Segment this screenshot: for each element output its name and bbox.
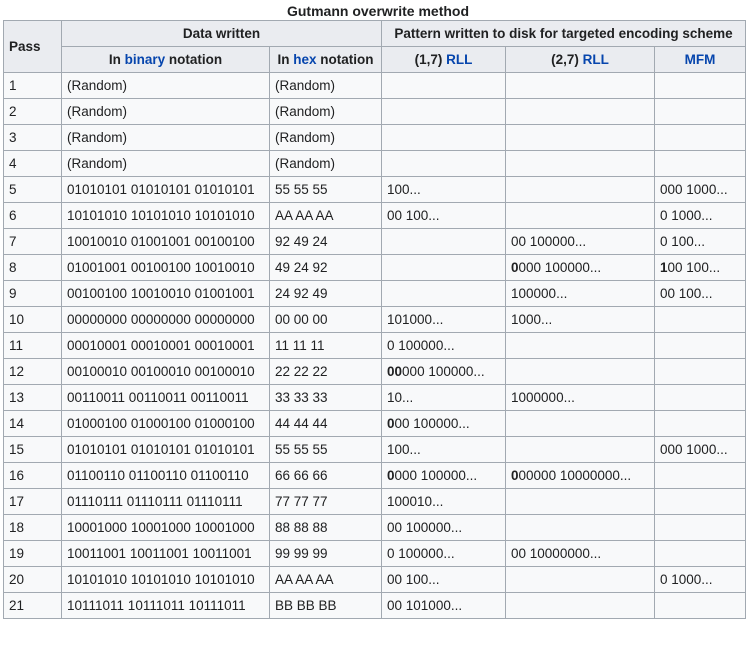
mfm-cell <box>655 593 746 619</box>
table-row <box>4 73 746 99</box>
binary-cell: 00000000 00000000 00000000 <box>62 307 270 333</box>
binary-cell: 10011001 10011001 10011001 <box>62 541 270 567</box>
mfm-pattern: 0 1000... <box>660 208 713 223</box>
pass-cell: 9 <box>4 281 62 307</box>
rll27-pattern: 00 100000... <box>511 234 587 249</box>
table-row <box>4 385 746 411</box>
rll17-pattern: 100010... <box>387 494 444 509</box>
binary-cell: (Random) <box>62 99 270 125</box>
hex-cell: 55 55 55 <box>270 437 382 463</box>
mfm-cell <box>655 73 746 99</box>
rll27-cell <box>506 567 655 593</box>
rll17-cell <box>382 125 506 151</box>
pass-cell: 14 <box>4 411 62 437</box>
rll27-cell <box>506 177 655 203</box>
rll27-bold-prefix: 0 <box>511 260 519 275</box>
rll27-cell <box>506 151 655 177</box>
rll27-bold-prefix: 0 <box>511 468 519 483</box>
rll17-pattern: 0 100000... <box>387 546 455 561</box>
rll17-cell <box>382 489 506 515</box>
mfm-cell <box>655 463 746 489</box>
header-rll17: (1,7) RLL <box>382 47 506 73</box>
rll17-bold-prefix: 0 <box>387 468 395 483</box>
mfm-cell <box>655 515 746 541</box>
hex-cell: 00 00 00 <box>270 307 382 333</box>
rll17-cell <box>382 99 506 125</box>
pass-cell: 15 <box>4 437 62 463</box>
hex-cell: AA AA AA <box>270 567 382 593</box>
rll17-pattern: 000 100000... <box>394 468 478 483</box>
rll27-cell <box>506 593 655 619</box>
header-hex: In hex notation <box>270 47 382 73</box>
binary-cell: 10101010 10101010 10101010 <box>62 567 270 593</box>
pass-cell: 20 <box>4 567 62 593</box>
mfm-cell <box>655 385 746 411</box>
rll17-cell <box>382 333 506 359</box>
binary-cell: 01010101 01010101 01010101 <box>62 437 270 463</box>
mfm-cell <box>655 333 746 359</box>
rll27-cell <box>506 73 655 99</box>
rll27-pattern: 00 10000000... <box>511 546 602 561</box>
hex-cell: 44 44 44 <box>270 411 382 437</box>
rll17-pattern: 00 100000... <box>387 520 463 535</box>
mfm-cell <box>655 99 746 125</box>
rll27-pattern: 1000000... <box>511 390 575 405</box>
table-row <box>4 229 746 255</box>
table-row <box>4 333 746 359</box>
table-row <box>4 593 746 619</box>
rll17-pattern: 10... <box>387 390 414 405</box>
rll27-pattern: 100000... <box>511 286 568 301</box>
mfm-link[interactable]: MFM <box>684 52 716 67</box>
rll17-pattern: 00 100... <box>387 572 440 587</box>
hex-cell: 49 24 92 <box>270 255 382 281</box>
binary-link[interactable]: binary <box>124 52 166 67</box>
binary-cell: 10001000 10001000 10001000 <box>62 515 270 541</box>
mfm-pattern: 000 1000... <box>660 182 728 197</box>
mfm-pattern: 00 100... <box>667 260 721 275</box>
binary-cell: 00110011 00110011 00110011 <box>62 385 270 411</box>
rll17-cell <box>382 281 506 307</box>
rll17-cell <box>382 255 506 281</box>
mfm-cell <box>655 541 746 567</box>
rll17-cell <box>382 437 506 463</box>
rll17-cell <box>382 593 506 619</box>
table-row <box>4 359 746 385</box>
rll17-cell <box>382 151 506 177</box>
rll27-cell <box>506 463 655 489</box>
rll27-cell <box>506 307 655 333</box>
pass-cell: 13 <box>4 385 62 411</box>
mfm-cell <box>655 307 746 333</box>
mfm-cell <box>655 255 746 281</box>
binary-cell: 00100010 00100010 00100010 <box>62 359 270 385</box>
binary-cell: 00100100 10010010 01001001 <box>62 281 270 307</box>
rll17-cell <box>382 541 506 567</box>
rll17-link[interactable]: RLL <box>446 52 473 67</box>
table-row <box>4 411 746 437</box>
header-binary: In binary notation <box>62 47 270 73</box>
mfm-cell <box>655 359 746 385</box>
rll17-pattern: 000 100000... <box>402 364 485 379</box>
rll17-bold-prefix: 00 <box>387 364 403 379</box>
rll27-cell <box>506 541 655 567</box>
mfm-pattern: 0 100... <box>660 234 706 249</box>
rll17-pattern: 00 100... <box>387 208 440 223</box>
rll27-cell <box>506 411 655 437</box>
pass-cell: 5 <box>4 177 62 203</box>
rll27-cell <box>506 385 655 411</box>
hex-cell: (Random) <box>270 73 382 99</box>
table-row <box>4 151 746 177</box>
rll27-cell <box>506 125 655 151</box>
rll27-cell <box>506 229 655 255</box>
rll17-pattern: 100... <box>387 182 421 197</box>
table-caption: Gutmann overwrite method <box>286 3 470 19</box>
table-row <box>4 177 746 203</box>
mfm-cell <box>655 229 746 255</box>
mfm-cell <box>655 125 746 151</box>
hex-cell: (Random) <box>270 125 382 151</box>
pass-cell: 8 <box>4 255 62 281</box>
rll27-cell <box>506 489 655 515</box>
rll27-cell <box>506 359 655 385</box>
pass-cell: 10 <box>4 307 62 333</box>
rll17-pattern: 0 100000... <box>387 338 455 353</box>
table-row <box>4 281 746 307</box>
pass-cell: 2 <box>4 99 62 125</box>
table-row <box>4 203 746 229</box>
mfm-cell <box>655 437 746 463</box>
rll27-pattern: 00000 10000000... <box>518 468 632 483</box>
rll27-cell <box>506 255 655 281</box>
mfm-pattern: 0 1000... <box>660 572 713 587</box>
pass-cell: 6 <box>4 203 62 229</box>
pass-cell: 1 <box>4 73 62 99</box>
hex-cell: 11 11 11 <box>270 333 382 359</box>
pass-cell: 19 <box>4 541 62 567</box>
rll17-cell <box>382 73 506 99</box>
header-rll27: (2,7) RLL <box>506 47 655 73</box>
binary-cell: 01100110 01100110 01100110 <box>62 463 270 489</box>
pass-cell: 16 <box>4 463 62 489</box>
table-row <box>4 125 746 151</box>
header-mfm <box>655 47 746 73</box>
hex-cell: 88 88 88 <box>270 515 382 541</box>
hex-link[interactable]: hex <box>293 52 317 67</box>
binary-cell: 10010010 01001001 00100100 <box>62 229 270 255</box>
hex-cell: 24 92 49 <box>270 281 382 307</box>
pass-cell: 4 <box>4 151 62 177</box>
hex-cell: AA AA AA <box>270 203 382 229</box>
mfm-cell <box>655 203 746 229</box>
rll17-cell <box>382 515 506 541</box>
table-row <box>4 437 746 463</box>
mfm-cell <box>655 411 746 437</box>
binary-cell: (Random) <box>62 125 270 151</box>
hex-cell: BB BB BB <box>270 593 382 619</box>
rll27-cell <box>506 281 655 307</box>
hex-cell: 99 99 99 <box>270 541 382 567</box>
rll17-pattern: 00 100000... <box>394 416 470 431</box>
table-row <box>4 255 746 281</box>
hex-cell: 66 66 66 <box>270 463 382 489</box>
binary-cell: 00010001 00010001 00010001 <box>62 333 270 359</box>
table-row <box>4 463 746 489</box>
rll27-cell <box>506 437 655 463</box>
mfm-cell <box>655 567 746 593</box>
rll17-bold-prefix: 0 <box>387 416 395 431</box>
rll17-cell <box>382 463 506 489</box>
binary-cell: 10111011 10111011 10111011 <box>62 593 270 619</box>
hex-cell: (Random) <box>270 99 382 125</box>
mfm-cell <box>655 177 746 203</box>
rll17-pattern: 00 101000... <box>387 598 463 613</box>
rll17-pattern: 101000... <box>387 312 444 327</box>
rll27-cell <box>506 99 655 125</box>
hex-cell: 77 77 77 <box>270 489 382 515</box>
rll27-pattern: 1000... <box>511 312 553 327</box>
mfm-bold-prefix: 1 <box>660 260 668 275</box>
rll17-pattern: 100... <box>387 442 421 457</box>
rll27-pattern: 000 100000... <box>518 260 602 275</box>
rll27-cell <box>506 203 655 229</box>
rll17-cell <box>382 385 506 411</box>
binary-cell: 01001001 00100100 10010010 <box>62 255 270 281</box>
table-row <box>4 567 746 593</box>
hex-cell: 22 22 22 <box>270 359 382 385</box>
mfm-pattern: 000 1000... <box>660 442 728 457</box>
table-row <box>4 515 746 541</box>
gutmann-table <box>3 20 746 619</box>
hex-cell: (Random) <box>270 151 382 177</box>
binary-cell: 01110111 01110111 01110111 <box>62 489 270 515</box>
rll17-cell <box>382 307 506 333</box>
binary-cell: 01000100 01000100 01000100 <box>62 411 270 437</box>
pass-cell: 12 <box>4 359 62 385</box>
pass-cell: 21 <box>4 593 62 619</box>
mfm-cell <box>655 151 746 177</box>
rll27-cell <box>506 333 655 359</box>
rll17-cell <box>382 203 506 229</box>
pass-cell: 7 <box>4 229 62 255</box>
rll27-link[interactable]: RLL <box>582 52 609 67</box>
binary-cell: (Random) <box>62 151 270 177</box>
table-row <box>4 307 746 333</box>
table-row <box>4 489 746 515</box>
rll17-cell <box>382 229 506 255</box>
binary-cell: (Random) <box>62 73 270 99</box>
pass-cell: 17 <box>4 489 62 515</box>
table-row <box>4 99 746 125</box>
header-pattern: Pattern written to disk for targeted encoding scheme <box>382 21 746 47</box>
pass-cell: 11 <box>4 333 62 359</box>
mfm-cell <box>655 281 746 307</box>
rll17-cell <box>382 567 506 593</box>
pass-cell: 18 <box>4 515 62 541</box>
pass-cell: 3 <box>4 125 62 151</box>
binary-cell: 01010101 01010101 01010101 <box>62 177 270 203</box>
binary-cell: 10101010 10101010 10101010 <box>62 203 270 229</box>
header-pass: Pass <box>4 21 62 73</box>
mfm-cell <box>655 489 746 515</box>
hex-cell: 33 33 33 <box>270 385 382 411</box>
hex-cell: 92 49 24 <box>270 229 382 255</box>
rll27-cell <box>506 515 655 541</box>
mfm-pattern: 00 100... <box>660 286 713 301</box>
rll17-cell <box>382 177 506 203</box>
rll17-cell <box>382 359 506 385</box>
table-row <box>4 541 746 567</box>
rll17-cell <box>382 411 506 437</box>
hex-cell: 55 55 55 <box>270 177 382 203</box>
header-data-written: Data written <box>62 21 382 47</box>
